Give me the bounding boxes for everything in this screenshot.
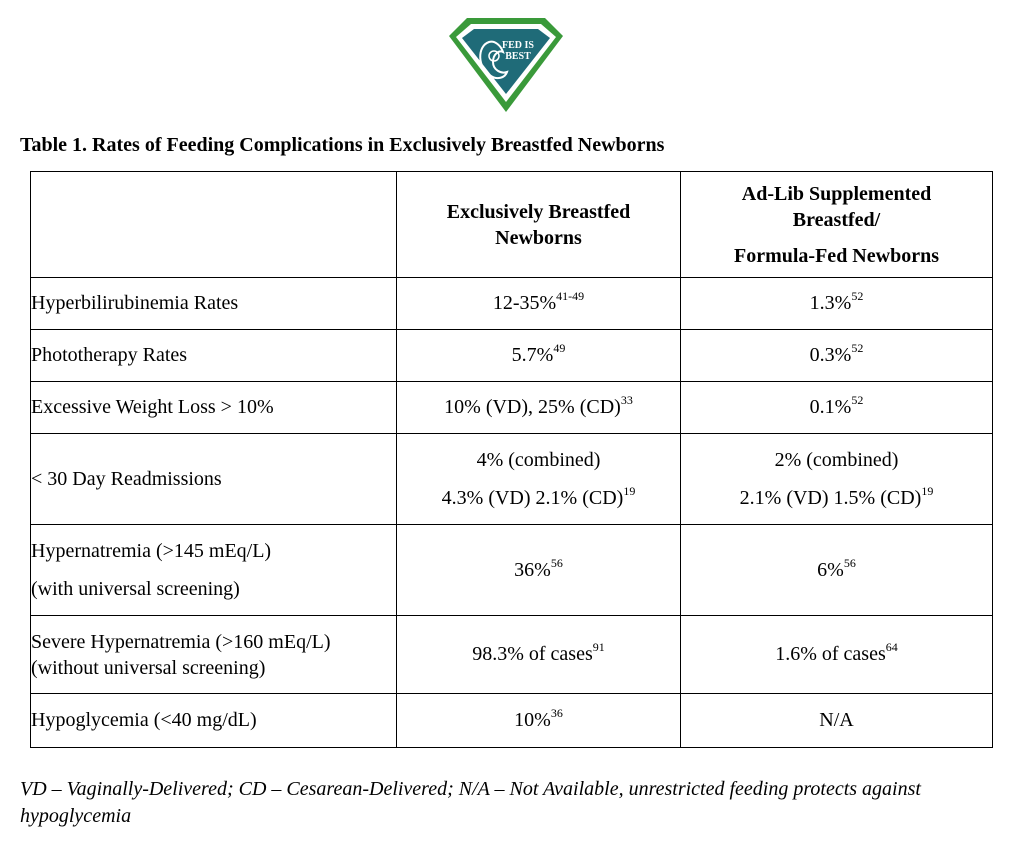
citation-ref: 49 <box>553 341 566 356</box>
row-label <box>31 616 397 694</box>
citation-ref: 52 <box>851 341 864 356</box>
cell-value: 2.1% (VD) 1.5% (CD) <box>739 487 922 509</box>
cell-ebf <box>397 382 681 434</box>
cell-value-line <box>681 479 992 517</box>
cell-adlib <box>681 434 993 525</box>
cell-value-line <box>397 393 680 419</box>
table-row <box>31 278 993 330</box>
cell-adlib <box>681 330 993 382</box>
citation-ref: 19 <box>921 484 934 499</box>
cell-value-line <box>397 706 680 732</box>
cell-value-line <box>397 479 680 517</box>
cell-value-line <box>681 393 992 419</box>
cell-value-line <box>397 341 680 367</box>
cell-value: 10% <box>514 709 551 731</box>
cell-value-line <box>681 289 992 315</box>
table-row <box>31 382 993 434</box>
cell-value-line <box>681 640 992 666</box>
citation-ref: 19 <box>623 484 636 499</box>
citation-ref: 41-49 <box>556 289 585 304</box>
citation-ref: 91 <box>592 640 605 655</box>
cell-adlib <box>681 694 993 748</box>
cell-adlib <box>681 525 993 616</box>
complications-table <box>30 171 993 748</box>
header-ebf <box>397 172 681 278</box>
row-label <box>31 525 397 616</box>
cell-value-line <box>681 441 992 479</box>
cell-value-line <box>681 555 992 582</box>
row-label <box>31 330 397 382</box>
row-label <box>31 434 397 525</box>
row-label <box>31 694 397 748</box>
table-title: Table 1. Rates of Feeding Complications in Exclusively Breastfed Newborns <box>20 134 665 156</box>
citation-ref: 36 <box>550 706 563 721</box>
citation-ref: 64 <box>885 640 898 655</box>
cell-value: 12-35% <box>492 292 557 314</box>
cell-value: 2% (combined) <box>774 449 899 471</box>
cell-ebf <box>397 330 681 382</box>
cell-value: N/A <box>819 709 854 731</box>
row-label-line: (without universal screening) <box>31 656 266 679</box>
cell-value: 1.6% of cases <box>775 643 886 665</box>
header-adlib <box>681 172 993 278</box>
cell-ebf <box>397 525 681 616</box>
cell-adlib <box>681 616 993 694</box>
svg-text:BEST: BEST <box>505 51 531 62</box>
row-label-line: Excessive Weight Loss > 10% <box>31 396 274 418</box>
header-adlib-line2: Breastfed/ <box>792 208 881 231</box>
row-label-line: Hypoglycemia (<40 mg/dL) <box>31 709 257 731</box>
cell-value: 98.3% of cases <box>472 643 593 665</box>
cell-value: 0.3% <box>809 344 852 366</box>
cell-value-line <box>397 441 680 479</box>
header-empty <box>31 172 397 278</box>
row-label-line: Phototherapy Rates <box>31 344 188 366</box>
svg-text:FED IS: FED IS <box>502 40 534 51</box>
header-ebf-line1: Exclusively Breastfed <box>446 200 631 223</box>
cell-value: 1.3% <box>809 292 852 314</box>
cell-ebf <box>397 694 681 748</box>
cell-value: 36% <box>514 558 551 581</box>
cell-value-line <box>397 555 680 582</box>
citation-ref: 52 <box>851 393 864 408</box>
cell-value: 10% (VD), 25% (CD) <box>444 396 621 418</box>
cell-value: 6% <box>817 558 844 581</box>
row-label-line: (with universal screening) <box>31 578 240 600</box>
cell-value: 5.7% <box>511 344 554 366</box>
cell-value-line <box>681 709 992 732</box>
table-row <box>31 434 993 525</box>
row-label-line: Hyperbilirubinemia Rates <box>31 292 239 314</box>
cell-value: 4.3% (VD) 2.1% (CD) <box>441 487 624 509</box>
header-row <box>31 172 993 278</box>
cell-adlib <box>681 278 993 330</box>
footnote: VD – Vaginally-Delivered; CD – Cesarean-Delivered; N/A – Not Available, unrestricted feeding protects against hypoglycemia <box>20 778 921 827</box>
cell-value-line <box>397 289 680 315</box>
row-label-line: Hypernatremia (>145 mEq/L) <box>31 540 272 562</box>
row-label-line: Severe Hypernatremia (>160 mEq/L) <box>31 630 331 653</box>
citation-ref: 56 <box>843 555 856 570</box>
row-label <box>31 382 397 434</box>
cell-value: 0.1% <box>809 396 852 418</box>
cell-ebf <box>397 434 681 525</box>
table-row <box>31 525 993 616</box>
citation-ref: 52 <box>851 289 864 304</box>
table-row <box>31 616 993 694</box>
cell-value-line <box>681 341 992 367</box>
cell-adlib <box>681 382 993 434</box>
citation-ref: 33 <box>620 393 633 408</box>
cell-value-line <box>397 640 680 666</box>
row-label-line: < 30 Day Readmissions <box>31 467 222 490</box>
row-label <box>31 278 397 330</box>
cell-ebf <box>397 278 681 330</box>
table-row <box>31 694 993 748</box>
table-row <box>31 330 993 382</box>
header-adlib-line3: Formula-Fed Newborns <box>734 244 939 267</box>
citation-ref: 56 <box>550 555 563 570</box>
header-ebf-line2: Newborns <box>495 226 582 249</box>
cell-value: 4% (combined) <box>476 449 601 471</box>
cell-ebf <box>397 616 681 694</box>
fed-is-best-logo <box>447 16 565 114</box>
header-adlib-line1: Ad-Lib Supplemented <box>741 182 932 205</box>
